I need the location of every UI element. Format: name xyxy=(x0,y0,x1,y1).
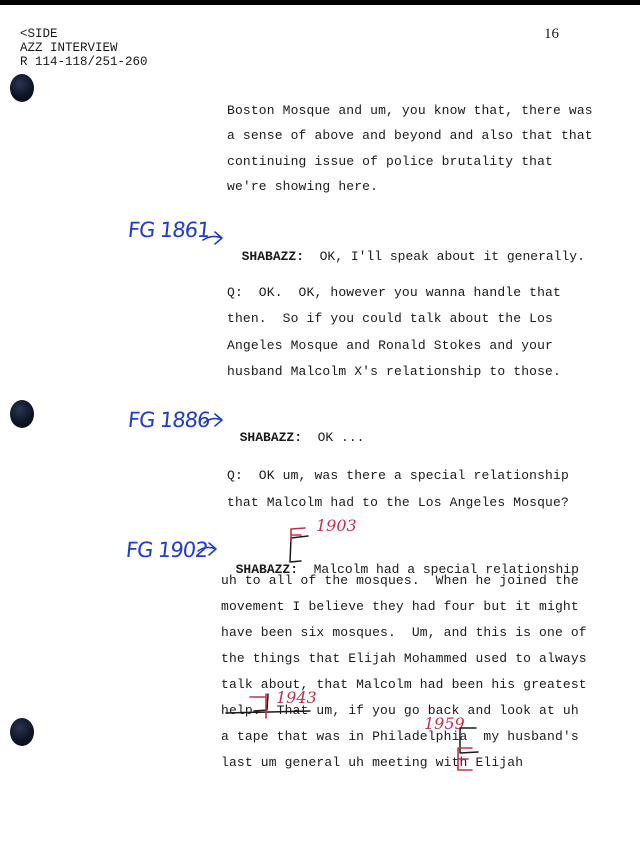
header-side-label: <SIDE xyxy=(20,27,58,41)
question-line: Q: OK um, was there a special relationship xyxy=(227,468,569,483)
question-line: that Malcolm had to the Los Angeles Mosque? xyxy=(227,495,569,510)
film-reference-note: FG 1861 xyxy=(126,218,211,242)
red-bracket-mark xyxy=(250,694,266,718)
film-reference-note: FG 1902 xyxy=(124,538,209,562)
speaker-text: Malcolm had a special relationship xyxy=(298,562,579,577)
transcript-line: have been six mosques. Um, and this is one of xyxy=(221,625,587,640)
transcript-line: we're showing here. xyxy=(227,179,379,194)
bracket-mark xyxy=(460,728,478,753)
bracket-mark xyxy=(290,536,308,562)
transcript-line: movement I believe they had four but it might xyxy=(221,599,579,614)
speaker-name: SHABAZZ: xyxy=(239,430,303,445)
header-reference: R 114-118/251-260 xyxy=(20,55,148,69)
transcript-line: the things that Elijah Mohammed used to always xyxy=(221,651,587,666)
transcript-line: last um general uh meeting with Elijah xyxy=(221,755,524,770)
arrow-mark xyxy=(198,543,216,555)
red-annotation: 1903 xyxy=(316,516,357,535)
question-line: husband Malcolm X's relationship to those. xyxy=(227,364,561,379)
transcript-line: a sense of above and beyond and also that that xyxy=(227,128,593,143)
film-reference-note: FG 1886 xyxy=(126,408,211,432)
arrow-mark xyxy=(204,414,222,426)
transcript-line: a tape that was in Philadelphia my husband's xyxy=(221,729,579,744)
transcript-line: help. That um, if you go back and look at uh xyxy=(221,703,579,718)
underline-mark xyxy=(226,711,310,713)
speaker-name: SHABAZZ: xyxy=(241,249,305,264)
red-bracket-mark xyxy=(291,528,305,541)
arrow-mark xyxy=(203,232,222,244)
question-line: Angeles Mosque and Ronald Stokes and your xyxy=(227,338,554,353)
transcript-line: uh to all of the mosques. When he joined the xyxy=(221,573,579,588)
question-line: Q: OK. OK, however you wanna handle that xyxy=(227,285,561,300)
speaker-text: OK, I'll speak about it generally. xyxy=(304,249,585,264)
red-annotation: 1959 xyxy=(424,714,465,733)
header-interview-title: AZZ INTERVIEW xyxy=(20,41,118,55)
speaker-name: SHABAZZ: xyxy=(235,562,299,577)
transcript-line: Boston Mosque and um, you know that, there was xyxy=(227,103,593,118)
red-annotation: 1943 xyxy=(276,688,317,707)
question-line: then. So if you could talk about the Los xyxy=(227,311,554,326)
transcript-line: continuing issue of police brutality that xyxy=(227,154,554,169)
page-number: 16 xyxy=(544,26,559,42)
transcript-line: talk about, that Malcolm had been his greatest xyxy=(221,677,587,692)
speaker-text: OK ... xyxy=(302,430,365,445)
